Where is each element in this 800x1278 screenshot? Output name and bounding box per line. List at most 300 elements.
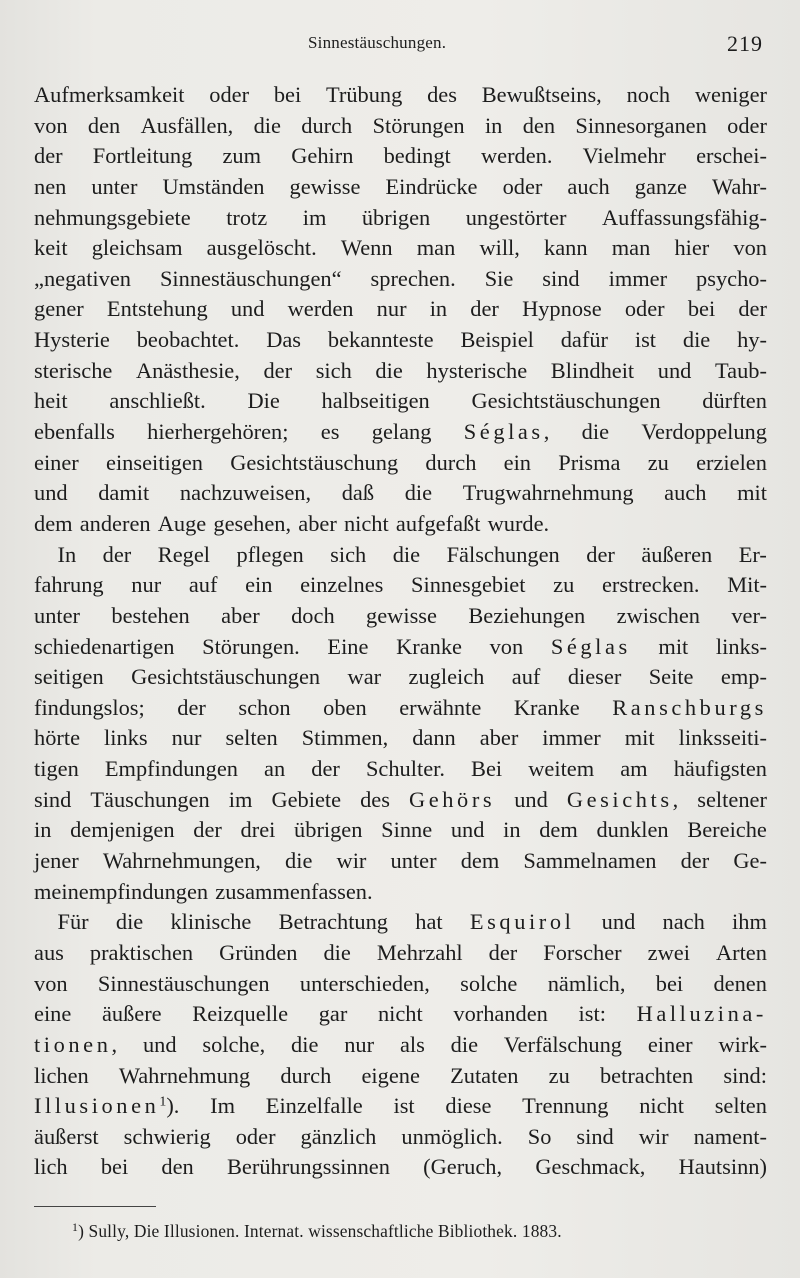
word-part: den — [161, 1154, 194, 1180]
word-part: ist — [634, 327, 657, 353]
word — [609, 264, 667, 295]
word — [92, 233, 183, 264]
word-part: emp- — [720, 664, 767, 690]
word-part: auch — [664, 480, 707, 506]
word — [219, 938, 297, 969]
word — [34, 448, 79, 479]
word — [464, 417, 550, 448]
word — [503, 172, 543, 203]
footnote-rule — [34, 1206, 156, 1207]
word — [34, 662, 104, 693]
word-part: seitigen — [34, 664, 104, 690]
word — [105, 754, 238, 785]
text-line — [34, 1030, 767, 1061]
word — [321, 417, 340, 448]
word — [106, 448, 203, 479]
word — [266, 1091, 363, 1122]
word-part: Auge — [157, 510, 207, 536]
word — [274, 80, 301, 111]
word — [301, 1122, 377, 1153]
word-part: beobachtet. — [136, 327, 240, 353]
text-line — [34, 969, 767, 1000]
word-part: denen — [713, 970, 767, 996]
word — [658, 632, 688, 663]
word-part: die — [323, 939, 351, 965]
word-part: Betrachtung — [278, 909, 389, 935]
word-part: erzielen — [696, 449, 767, 475]
word — [733, 233, 767, 264]
word — [344, 1030, 374, 1061]
text-line — [34, 693, 767, 724]
word — [485, 111, 502, 142]
word — [460, 969, 517, 1000]
word — [539, 815, 578, 846]
word-part: Gründen — [219, 939, 298, 965]
word-part: die — [115, 909, 144, 935]
word — [567, 172, 609, 203]
word-part: aber — [298, 510, 337, 536]
word-part: selten — [225, 725, 278, 751]
word — [679, 1152, 767, 1183]
word — [245, 570, 272, 601]
text-line — [34, 877, 767, 908]
word — [80, 509, 151, 540]
word — [34, 846, 79, 877]
word — [648, 938, 690, 969]
word — [101, 1152, 128, 1183]
word-part: lichen — [34, 1062, 89, 1088]
word — [617, 601, 700, 632]
word-part: einer — [647, 1031, 693, 1057]
word — [238, 693, 290, 724]
word — [98, 478, 149, 509]
text-line — [34, 999, 767, 1030]
word-part: Arten — [715, 939, 767, 965]
word-part: im — [228, 786, 253, 812]
word — [451, 815, 485, 846]
word-part: oder — [502, 173, 543, 199]
text-line — [34, 356, 767, 387]
word — [731, 601, 767, 632]
word — [158, 540, 210, 571]
word — [373, 111, 465, 142]
word-part: einseitigen — [106, 449, 203, 475]
word — [291, 1030, 318, 1061]
word-part: nur — [131, 572, 162, 598]
footnote — [72, 1221, 562, 1242]
word-part: Trübung — [325, 82, 403, 107]
word — [111, 601, 189, 632]
word-part: Trugwahrnehmung — [462, 480, 634, 506]
word-part: zwei — [647, 939, 690, 965]
word-part: Bei — [471, 756, 503, 782]
word — [639, 1091, 684, 1122]
word — [366, 754, 445, 785]
word-part: schwierig — [123, 1123, 211, 1149]
word-part: die — [450, 1031, 479, 1057]
word — [737, 478, 767, 509]
word — [378, 999, 423, 1030]
word — [535, 1152, 645, 1183]
word — [360, 785, 390, 816]
word — [586, 540, 615, 571]
text-line — [34, 1122, 767, 1153]
word — [377, 294, 407, 325]
word-part: gänzlich — [300, 1123, 377, 1149]
word — [302, 723, 388, 754]
body-text — [34, 80, 767, 1183]
word — [470, 907, 575, 938]
word-part: Hypnose — [522, 296, 602, 322]
word-part: sind — [34, 786, 72, 812]
word — [674, 233, 709, 264]
word — [279, 907, 388, 938]
footnote-marker: 1 — [72, 1220, 79, 1235]
word-part: Störungen — [372, 112, 465, 138]
word-part: Beziehungen — [468, 602, 586, 628]
word — [34, 693, 145, 724]
word-part: bekannteste — [327, 327, 434, 353]
word-part: Gehörs — [409, 786, 496, 812]
word-part: Sinnestäuschungen — [97, 970, 270, 996]
word-part: dunklen — [596, 817, 669, 843]
word — [430, 294, 447, 325]
text-line — [34, 907, 767, 938]
word — [344, 509, 389, 540]
word-part: und — [34, 480, 68, 506]
word — [489, 938, 518, 969]
word-part: Geschmack, — [535, 1154, 646, 1180]
word-part: Auffassungsfähig- — [601, 204, 767, 230]
word — [579, 999, 606, 1030]
word-part: unmöglich. — [401, 1123, 503, 1149]
word-part: Beispiel — [460, 327, 534, 353]
word-part: seltener — [697, 786, 767, 812]
word-part: im — [302, 204, 327, 230]
word — [271, 785, 341, 816]
word-part: den — [522, 112, 556, 138]
word — [649, 662, 694, 693]
word-part: aufgefaßt — [395, 510, 481, 536]
word — [488, 509, 550, 540]
word — [648, 448, 669, 479]
word-part: erschei- — [696, 143, 767, 169]
text-line — [34, 632, 767, 663]
word — [34, 111, 68, 142]
word — [688, 294, 715, 325]
word-part: ganze — [634, 173, 687, 199]
word-part: Anästhesie, — [135, 357, 240, 383]
word-part: solche — [460, 970, 518, 996]
word-part: auch — [567, 173, 610, 199]
word-part: unter — [390, 848, 437, 874]
word — [266, 325, 301, 356]
word-part: der — [311, 756, 340, 782]
word — [34, 601, 80, 632]
word — [409, 785, 495, 816]
word — [34, 969, 68, 1000]
word — [209, 80, 249, 111]
word-part: der — [470, 296, 499, 322]
word — [34, 815, 51, 846]
word — [683, 325, 710, 356]
word-part: kann — [544, 235, 588, 261]
word-part: Umständen — [162, 173, 265, 199]
word — [103, 846, 261, 877]
word — [472, 386, 661, 417]
word — [300, 570, 383, 601]
word-part: die — [404, 480, 433, 506]
word — [490, 632, 524, 663]
word-part: hier — [674, 235, 710, 261]
word-part: Hautsinn) — [678, 1154, 767, 1180]
word — [103, 540, 132, 571]
text-line — [34, 1152, 767, 1183]
word-part: sind — [576, 1123, 614, 1149]
word-part: von — [733, 235, 767, 261]
word-part: unter — [91, 173, 138, 199]
word-part: einer — [34, 449, 79, 475]
word — [34, 570, 104, 601]
text-line — [34, 723, 767, 754]
word-part: aus — [34, 939, 64, 965]
word — [221, 601, 260, 632]
word — [695, 80, 767, 111]
word — [226, 203, 267, 234]
word — [301, 111, 352, 142]
word-part: Wahrnehmungen, — [102, 848, 261, 874]
word — [481, 141, 553, 172]
word — [215, 877, 372, 908]
word — [34, 1122, 99, 1153]
word — [107, 294, 208, 325]
word — [237, 540, 304, 571]
word-part: ein — [245, 572, 273, 598]
word — [210, 1091, 235, 1122]
word-part: weniger — [694, 82, 767, 107]
word — [330, 540, 366, 571]
word-part: anschließt. — [109, 388, 206, 414]
word-part: jener — [34, 848, 79, 874]
word-part: dem — [34, 510, 73, 536]
word-part: (Geruch, — [423, 1154, 503, 1180]
word — [739, 540, 767, 571]
word — [264, 754, 285, 785]
word — [34, 356, 112, 387]
text-line — [34, 1061, 767, 1092]
word-part: Fortleitung — [92, 143, 193, 169]
word-part: unterschieden, — [299, 970, 430, 996]
word — [34, 877, 208, 908]
word-part: durch — [280, 1062, 332, 1088]
text-line — [34, 785, 767, 816]
word-part: gewisse — [289, 173, 361, 199]
word-part: Sinnesgebiet — [411, 572, 526, 598]
word-part: Ausfällen, — [140, 112, 234, 138]
word — [88, 111, 120, 142]
word — [34, 1030, 117, 1061]
word-part: nament- — [693, 1123, 767, 1149]
word — [236, 1122, 276, 1153]
word — [254, 111, 281, 142]
word — [482, 80, 602, 111]
word-part: damit — [98, 480, 150, 506]
page-number: 219 — [727, 31, 763, 56]
word-part: Im — [210, 1093, 236, 1119]
word-part: zu — [647, 449, 669, 475]
word — [104, 723, 148, 754]
word-part: der — [34, 143, 63, 169]
word-part: die — [285, 848, 313, 874]
text-line — [34, 172, 767, 203]
word-part: Wenn — [340, 235, 393, 261]
word-part: Verfälschung — [503, 1031, 622, 1057]
word — [412, 723, 456, 754]
word — [639, 1122, 669, 1153]
text-line — [34, 754, 767, 785]
word-part: In — [57, 541, 77, 567]
word-part: Prisma — [558, 449, 621, 475]
word — [247, 386, 279, 417]
word — [34, 509, 73, 540]
word — [303, 203, 327, 234]
text-line — [34, 203, 767, 234]
word-part: nämlich, — [547, 970, 626, 996]
word — [625, 294, 665, 325]
word — [202, 1030, 265, 1061]
word — [348, 662, 382, 693]
word-part: Aufmerksamkeit — [34, 82, 185, 107]
word — [450, 1061, 518, 1092]
word — [385, 172, 477, 203]
word-part: in — [429, 296, 448, 322]
word — [34, 80, 184, 111]
word-part: drei — [240, 817, 276, 843]
word-part: äußerst — [34, 1123, 99, 1149]
word-part: ungestörter — [465, 204, 567, 230]
word — [285, 846, 312, 877]
word-part: klinische — [170, 909, 252, 935]
word-part: Reizquelle — [192, 1001, 289, 1027]
word-part: Esquirol — [469, 909, 575, 935]
word-part: bei — [655, 970, 684, 996]
word-part: an — [264, 756, 286, 782]
word-part: Gesichtstäuschung — [230, 449, 399, 475]
word — [737, 325, 767, 356]
word — [696, 141, 767, 172]
word — [583, 141, 666, 172]
word — [687, 815, 767, 846]
word — [551, 356, 634, 387]
word — [417, 233, 456, 264]
word — [694, 1122, 767, 1153]
word-part: Regel — [157, 541, 210, 567]
word — [460, 325, 533, 356]
word — [658, 356, 692, 387]
word — [381, 815, 432, 846]
word-part: hysterische — [426, 357, 528, 383]
word — [733, 846, 767, 877]
word-part: gelang — [371, 419, 432, 445]
word — [721, 662, 767, 693]
word-part: Zutaten — [450, 1062, 519, 1088]
word — [612, 233, 651, 264]
word — [528, 754, 594, 785]
word — [366, 601, 437, 632]
word — [567, 785, 678, 816]
word — [561, 325, 608, 356]
word — [445, 1091, 491, 1122]
word — [542, 264, 579, 295]
word — [514, 693, 580, 724]
word-part: Séglas — [550, 633, 631, 659]
word-part: zusammenfassen. — [215, 878, 373, 904]
word — [323, 938, 350, 969]
word-part: Einzelfalle — [265, 1093, 363, 1119]
word-part: oder — [209, 82, 250, 107]
word-part: sich — [330, 541, 367, 567]
text-line — [34, 141, 767, 172]
word-part: die — [581, 419, 610, 445]
word-part: der — [738, 296, 767, 322]
word-part: zum — [222, 143, 262, 169]
word — [479, 233, 519, 264]
word-part: die — [392, 541, 421, 567]
word — [425, 448, 476, 479]
word-part: Wahrnehmung — [118, 1062, 251, 1088]
word — [394, 1091, 415, 1122]
word — [227, 1152, 390, 1183]
word — [377, 938, 463, 969]
word-part: Sammelnamen — [523, 848, 657, 874]
text-line — [34, 509, 767, 540]
word-part: die — [375, 357, 403, 383]
word-part: es — [320, 419, 340, 445]
word — [470, 294, 499, 325]
word-part: die — [682, 327, 711, 353]
text-line — [34, 111, 767, 142]
word-part: und — [450, 817, 485, 843]
word — [399, 693, 481, 724]
word — [480, 723, 519, 754]
word-part: schon — [238, 694, 291, 720]
word-part: erstrecken. — [601, 572, 700, 598]
word-part: aber — [479, 725, 519, 751]
word-part: linksseiti- — [678, 725, 767, 751]
word-part: einzelnes — [300, 572, 384, 598]
word — [102, 999, 162, 1030]
word — [648, 1030, 693, 1061]
word-part: oder — [727, 112, 767, 138]
word-part: nehmungsgebiete — [34, 204, 191, 230]
word-part: , — [111, 1031, 118, 1057]
word — [575, 111, 706, 142]
word-part: der — [193, 817, 222, 843]
word-part: dürften — [702, 388, 767, 414]
word — [372, 417, 432, 448]
word — [401, 1122, 502, 1153]
word — [712, 172, 767, 203]
word — [716, 938, 767, 969]
word — [34, 754, 79, 785]
word-part: Kranke — [513, 694, 580, 720]
word — [34, 1091, 179, 1122]
word — [34, 141, 63, 172]
word-part: Halluzina- — [636, 1001, 767, 1027]
word-part: durch — [425, 449, 477, 475]
word — [316, 356, 352, 387]
word — [400, 1030, 425, 1061]
